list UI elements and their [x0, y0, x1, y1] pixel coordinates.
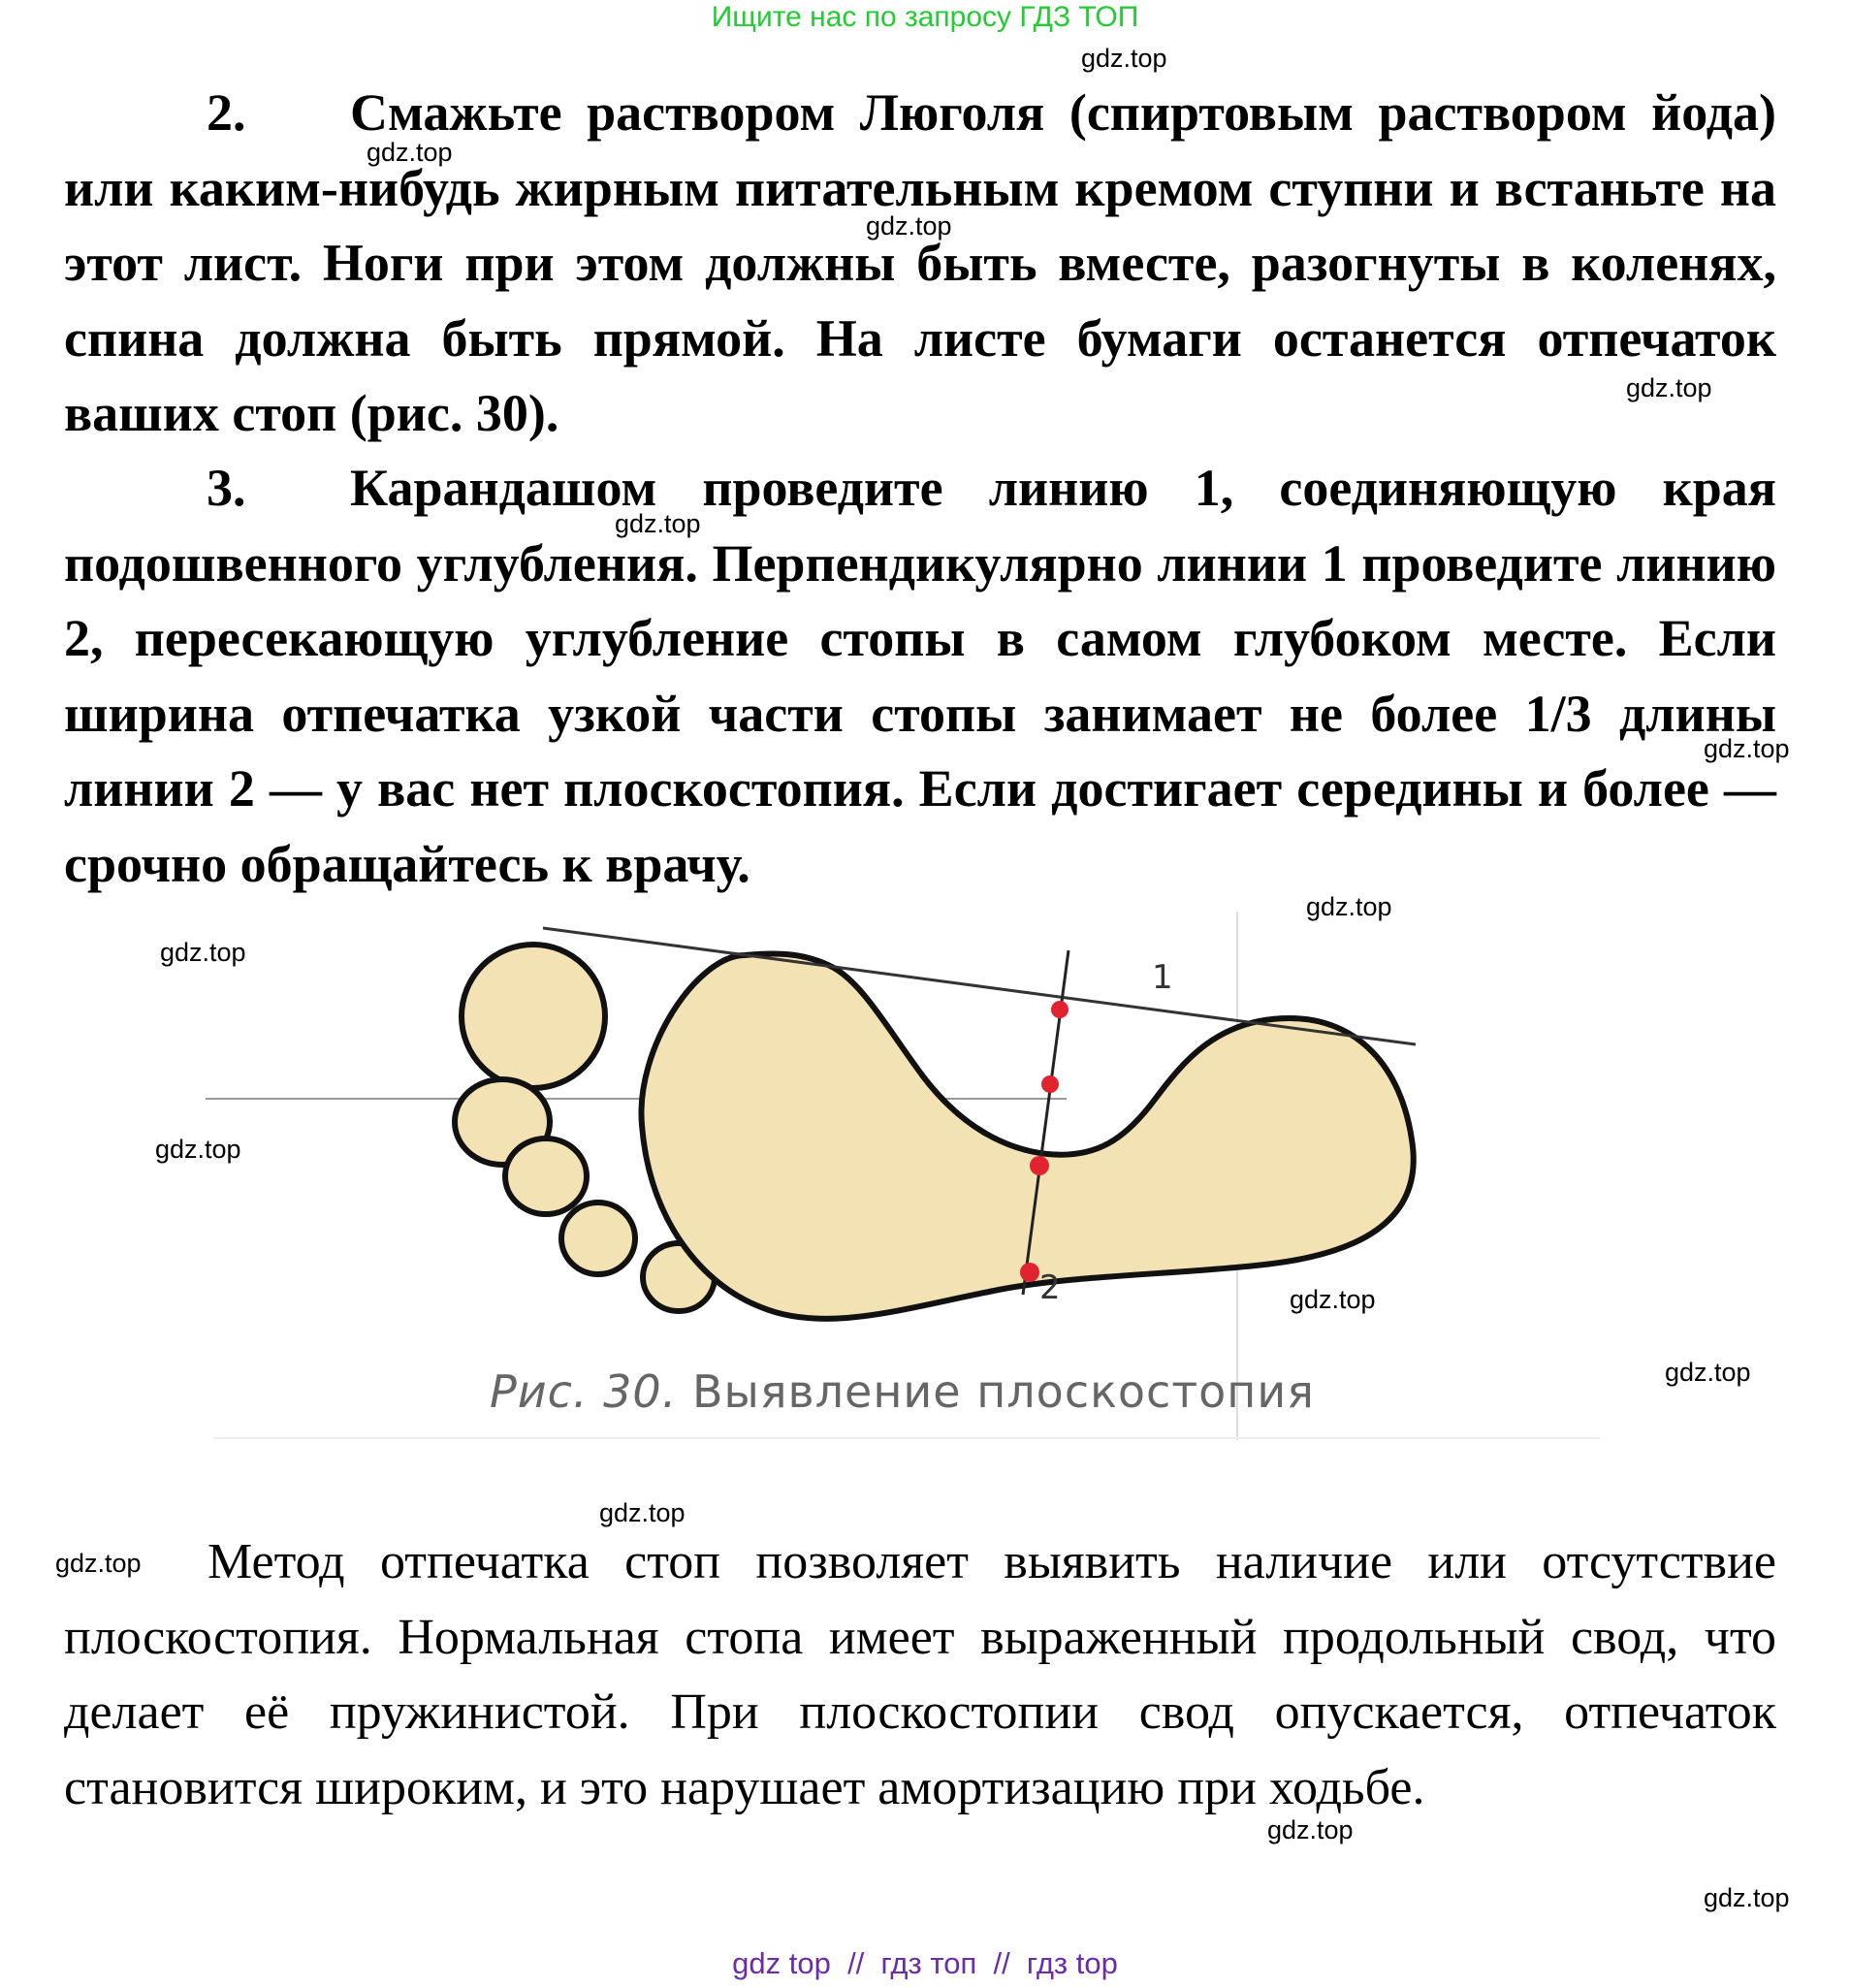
watermark: gdz.top [1626, 373, 1712, 402]
figure-caption [490, 1365, 1315, 1418]
watermark: gdz.top [1704, 734, 1790, 763]
marker-dot [1051, 1001, 1069, 1018]
footprint-diagram [194, 902, 1610, 1445]
watermark: gdz.top [599, 1498, 686, 1527]
step-number: 3. [207, 459, 246, 517]
watermark: gdz.top [1704, 1883, 1790, 1912]
step-text: Смажьте раствором Люголя (спиртовым раствором йода) или каким-нибудь жирным питательным кремом ступни и встаньте на этот лист. Ноги при этом должны быть вместе, разогнуты в коленях, спина должна быть прямой. На листе бумаги останется отпечаток ваших стоп (рис. 30). [64, 83, 1776, 442]
watermark: gdz.top [1306, 892, 1392, 921]
watermark: gdz.top [1267, 1815, 1354, 1844]
step-3 [64, 451, 1776, 902]
watermark: gdz.top [367, 138, 453, 167]
watermark: gdz.top [155, 1135, 241, 1164]
watermark: gdz.top [866, 211, 952, 240]
watermark: gdz.top [55, 1549, 142, 1578]
line-1-label: 1 [1152, 958, 1173, 997]
step-text: Карандашом проведите линию 1, соединяющую края подошвенного углубления. Перпендикулярно линии 1 проведите линию 2, пересекающую углубление стопы в самом глубоком месте. Если ширина отпечатка узкой части стопы занимает не более 1/3 длины линии 2 — у вас нет плоскостопия. Если достигает середины и более — срочно обращайтесь к врачу. [64, 459, 1776, 893]
step-2 [64, 76, 1776, 452]
line-2-label: 2 [1039, 1268, 1061, 1307]
footprint-figure [194, 902, 1610, 1445]
watermark: gdz.top [160, 938, 246, 967]
caption-prefix: Рис. 30. [490, 1365, 678, 1418]
step-number: 2. [207, 83, 246, 142]
watermark: gdz.top [1665, 1358, 1751, 1387]
marker-dot [1030, 1156, 1049, 1175]
watermark: gdz.top [615, 509, 701, 538]
marker-dot [1041, 1075, 1059, 1093]
answer-paragraph [64, 1524, 1776, 1825]
footer-links[interactable]: gdz top // гдз топ // гдз top [732, 1946, 1118, 1980]
watermark: gdz.top [1290, 1285, 1376, 1314]
search-banner: Ищите нас по запросу ГДЗ ТОП [711, 1, 1139, 33]
marker-dot [1020, 1263, 1039, 1282]
watermark: gdz.top [1081, 44, 1167, 73]
answer-text: Метод отпечатка стоп позволяет выявить наличие или отсутствие плоскостопия. Нормальная стопа имеет выраженный продольный свод, что делает её пружинистой. При плоскостопии свод опускается, отпечаток становится широким, и это нарушает амортизацию при ходьбе. [64, 1534, 1776, 1815]
caption-text: Выявление плоскостопия [691, 1365, 1315, 1418]
